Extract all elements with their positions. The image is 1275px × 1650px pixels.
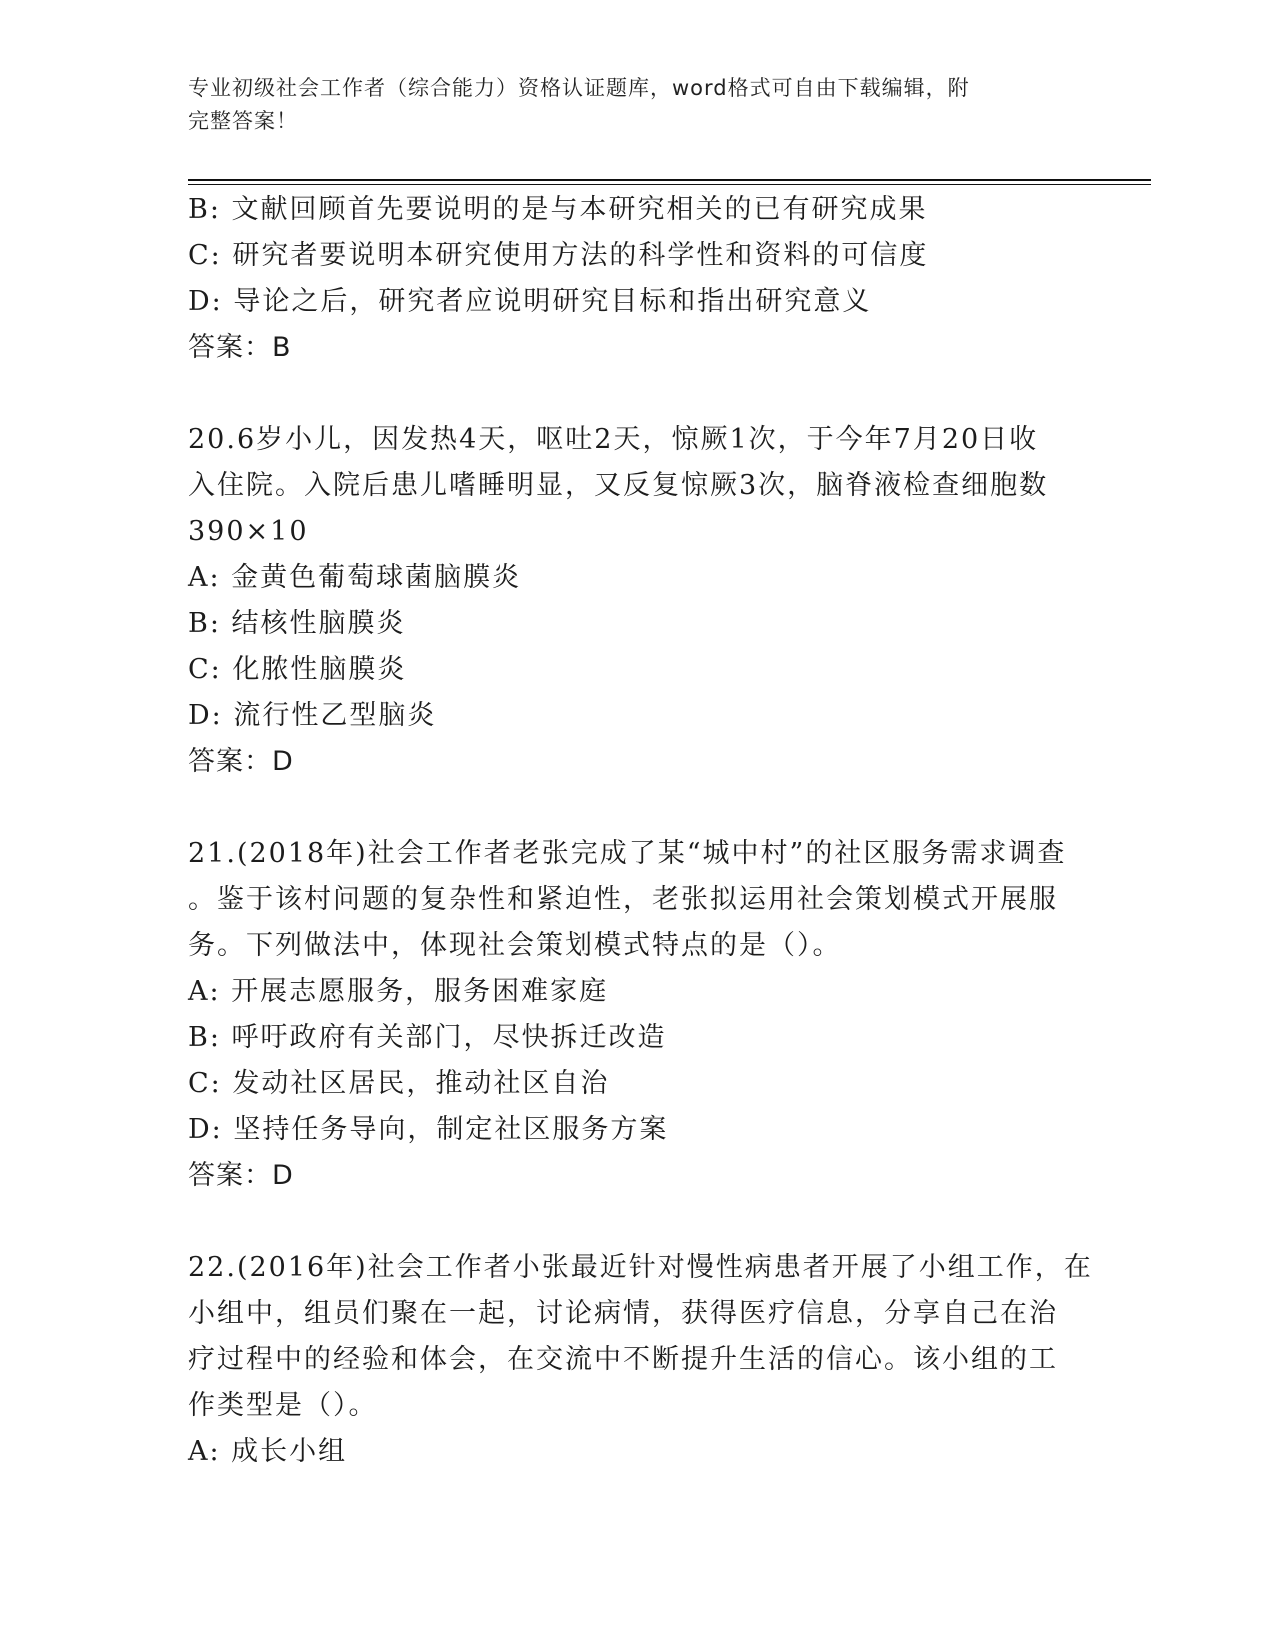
header-line-1: 专业初级社会工作者（综合能力）资格认证题库，word格式可自由下载编辑，附 xyxy=(188,76,970,100)
question-stem-line: 疗过程中的经验和体会，在交流中不断提升生活的信心。该小组的工 xyxy=(188,1344,1058,1375)
answer-line: 答案：D xyxy=(188,746,294,777)
answer-line: 答案：D xyxy=(188,1160,294,1191)
option-d: D: 坚持任务导向，制定社区服务方案 xyxy=(188,1114,669,1145)
question-stem-line: 务。下列做法中，体现社会策划模式特点的是（）。 xyxy=(188,930,842,961)
document-header xyxy=(188,72,1068,138)
question-stem-line: 21.(2018年)社会工作者老张完成了某“城中村”的社区服务需求调查 xyxy=(188,838,1067,869)
option-a: A: 金黄色葡萄球菌脑膜炎 xyxy=(188,562,522,593)
question-block-20 xyxy=(188,417,1088,785)
option-b: B: 呼吁政府有关部门，尽快拆迁改造 xyxy=(188,1022,667,1053)
question-stem-line: 小组中，组员们聚在一起，讨论病情，获得医疗信息，分享自己在治 xyxy=(188,1298,1058,1329)
answer-line: 答案：B xyxy=(188,332,292,363)
question-block-21 xyxy=(188,831,1088,1199)
question-stem-line: 390×10 xyxy=(188,516,309,547)
option-c: C: 化脓性脑膜炎 xyxy=(188,654,407,685)
header-divider xyxy=(188,179,1151,181)
option-a: A: 开展志愿服务，服务困难家庭 xyxy=(188,976,609,1007)
question-stem-line: 入住院。入院后患儿嗜睡明显，又反复惊厥3次，脑脊液检查细胞数 xyxy=(188,470,1049,501)
option-b: B: 结核性脑膜炎 xyxy=(188,608,406,639)
question-stem-line: 22.(2016年)社会工作者小张最近针对慢性病患者开展了小组工作，在 xyxy=(188,1252,1093,1283)
question-stem-line: 作类型是（）。 xyxy=(188,1390,378,1421)
option-a: A: 成长小组 xyxy=(188,1436,348,1467)
header-line-2: 完整答案！ xyxy=(188,109,298,133)
option-d: D: 流行性乙型脑炎 xyxy=(188,700,437,731)
spacer xyxy=(188,1199,1088,1245)
spacer xyxy=(188,371,1088,417)
option-d: D: 导论之后，研究者应说明研究目标和指出研究意义 xyxy=(188,286,872,317)
question-block-22 xyxy=(188,1245,1093,1475)
spacer xyxy=(188,785,1088,831)
option-b: B: 文献回顾首先要说明的是与本研究相关的已有研究成果 xyxy=(188,194,928,225)
question-stem-line: 20.6岁小儿，因发热4天，呕吐2天，惊厥1次，于今年7月20日收 xyxy=(188,424,1039,455)
option-c: C: 研究者要说明本研究使用方法的科学性和资料的可信度 xyxy=(188,240,929,271)
header-divider-thin xyxy=(188,184,1151,185)
question-stem-line: 。鉴于该村问题的复杂性和紧迫性，老张拟运用社会策划模式开展服 xyxy=(188,884,1058,915)
question-block-19 xyxy=(188,187,1088,371)
option-c: C: 发动社区居民，推动社区自治 xyxy=(188,1068,610,1099)
question-content xyxy=(188,187,1093,1475)
